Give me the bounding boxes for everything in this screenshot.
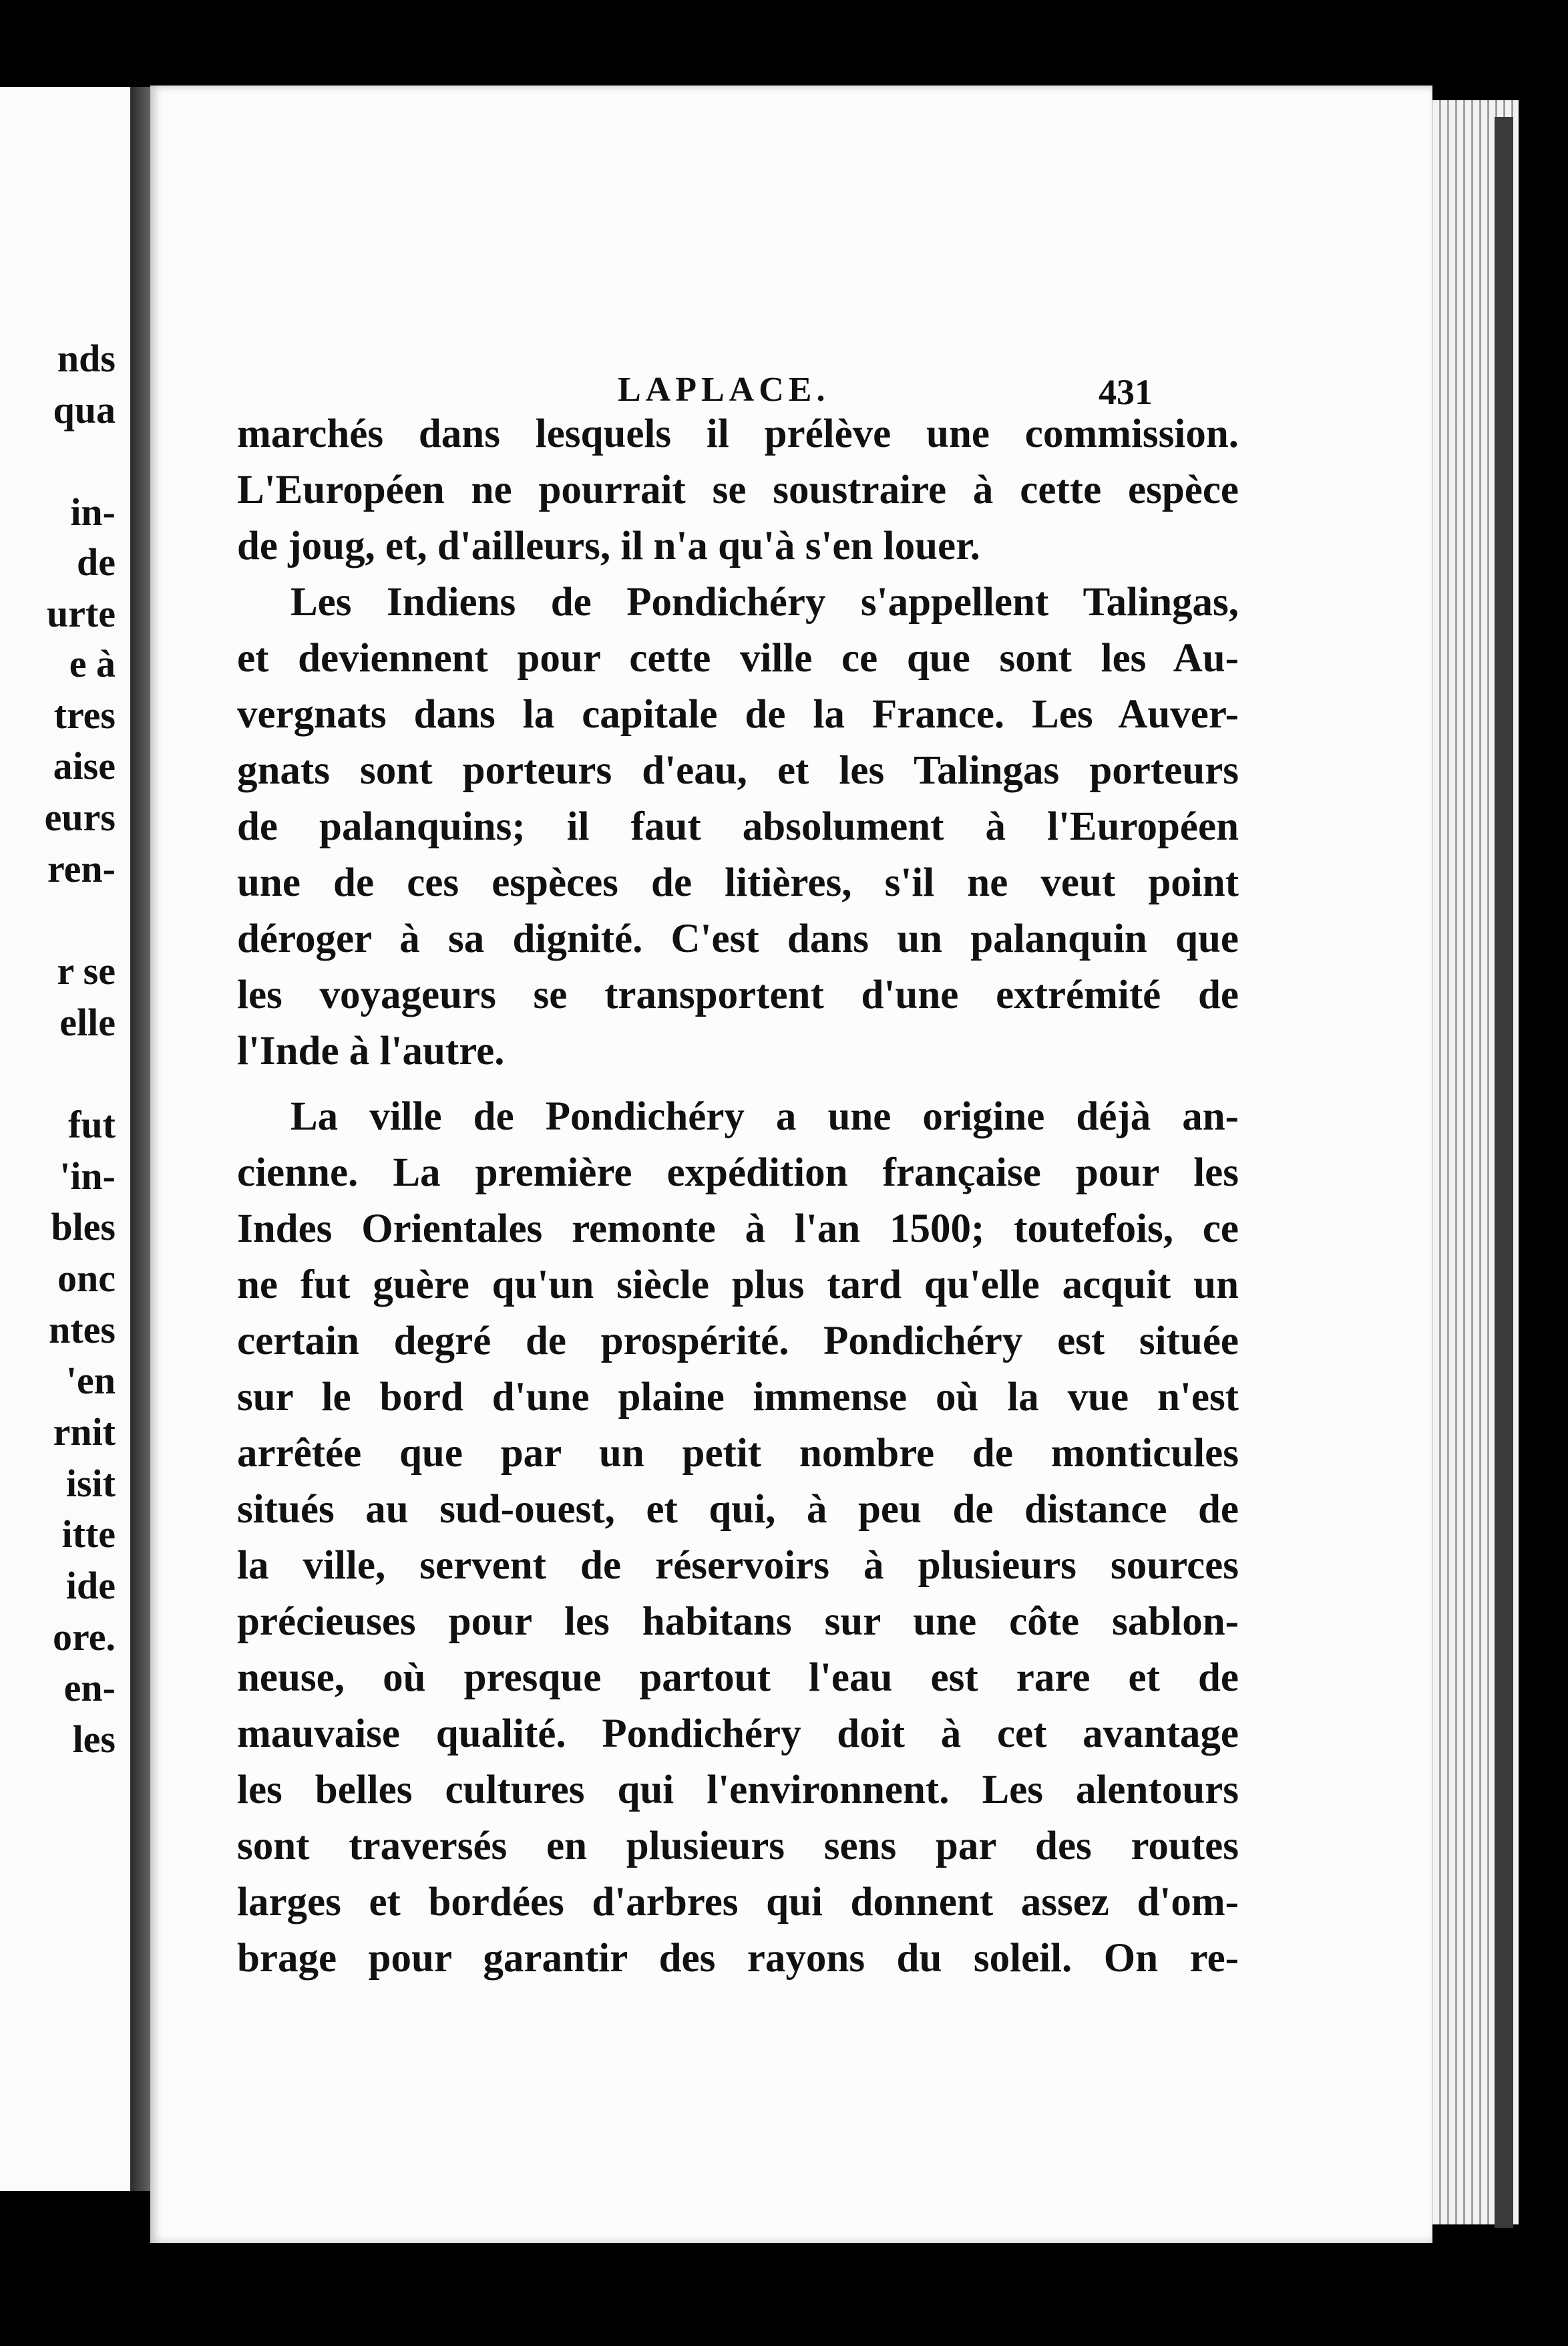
left-page-fragment: e à (69, 642, 116, 685)
left-page-fragment: onc (57, 1256, 116, 1300)
left-page-fragment: en- (63, 1666, 116, 1709)
paragraph (237, 406, 1239, 574)
left-page-fragment: ntes (49, 1308, 116, 1351)
left-page-fragment: qua (53, 388, 116, 432)
left-page-fragment: in- (70, 490, 116, 534)
text-line: Les Indiens de Pondichéry s'appellent Talingas, (290, 580, 1239, 625)
running-head-title: LAPLACE. (618, 371, 830, 409)
text-line: sur le bord d'une plaine immense où la vue n'est (237, 1375, 1239, 1419)
text-line: L'Européen ne pourrait se soustraire à cette espèce (237, 468, 1239, 512)
left-page-fragment: ren- (47, 847, 116, 890)
left-page-fragment: elle (59, 1001, 116, 1044)
text-line: brage pour garantir des rayons du soleil. On re- (237, 1936, 1239, 1981)
page-number: 431 (1099, 372, 1153, 412)
text-line: déroger à sa dignité. C'est dans un palanquin que (237, 916, 1239, 961)
left-page-fragment: les (72, 1717, 116, 1761)
left-page-fragment: itte (61, 1512, 116, 1556)
left-page-fragments (0, 87, 130, 2191)
left-page-fragment: ore. (53, 1615, 116, 1659)
paragraph (237, 574, 1239, 1079)
text-line: mauvaise qualité. Pondichéry doit à cet avantage (237, 1711, 1239, 1756)
text-line: la ville, servent de réservoirs à plusieurs sources (237, 1543, 1239, 1588)
body-text (237, 406, 1239, 1987)
cover-edge (1495, 117, 1513, 2228)
text-line: une de ces espèces de litières, s'il ne veut point (237, 860, 1239, 905)
text-line: cienne. La première expédition française pour les (237, 1150, 1239, 1195)
text-line: gnats sont porteurs d'eau, et les Talingas porteurs (237, 748, 1239, 793)
left-page-fragment: rnit (53, 1410, 116, 1454)
text-line: marchés dans lesquels il prélève une commission. (237, 411, 1239, 456)
text-line: larges et bordées d'arbres qui donnent assez d'om- (237, 1880, 1239, 1924)
text-line: l'Inde à l'autre. (237, 1029, 505, 1073)
left-page-fragment: aise (53, 744, 116, 788)
left-page-fragment: fut (68, 1103, 116, 1146)
text-line: certain degré de prospérité. Pondichéry est située (237, 1319, 1239, 1363)
text-line: arrêtée que par un petit nombre de monticules (237, 1431, 1239, 1476)
left-page-fragment: r se (57, 949, 116, 993)
left-page-fragment: eurs (44, 796, 116, 839)
text-line: ne fut guère qu'un siècle plus tard qu'elle acquit un (237, 1263, 1239, 1307)
text-line: sont traversés en plusieurs sens par des routes (237, 1824, 1239, 1868)
left-facing-page (0, 87, 130, 2191)
text-line: de joug, et, d'ailleurs, il n'a qu'à s'en louer. (237, 524, 980, 568)
left-page-fragment: nds (57, 337, 116, 380)
text-line: précieuses pour les habitans sur une côte sablon- (237, 1599, 1239, 1644)
text-line: Indes Orientales remonte à l'an 1500; toutefois, ce (237, 1206, 1239, 1251)
left-page-fragment: 'in- (59, 1154, 116, 1198)
text-line: les belles cultures qui l'environnent. Les alentours (237, 1768, 1239, 1812)
left-page-fragment: tres (53, 693, 116, 737)
text-line: La ville de Pondichéry a une origine déjà an- (290, 1094, 1239, 1139)
text-line: et deviennent pour cette ville ce que sont les Au- (237, 636, 1239, 681)
left-page-fragment: urte (46, 592, 116, 635)
left-page-fragment: 'en (65, 1359, 116, 1402)
text-line: de palanquins; il faut absolument à l'Européen (237, 804, 1239, 849)
left-page-fragment: isit (65, 1462, 116, 1505)
paragraph (237, 1089, 1239, 1987)
text-line: situés au sud-ouest, et qui, à peu de distance de (237, 1487, 1239, 1532)
main-page (150, 86, 1432, 2243)
text-line: vergnats dans la capitale de la France. Les Auver- (237, 692, 1239, 737)
left-page-fragment: ide (65, 1564, 116, 1607)
left-page-fragment: de (77, 540, 116, 584)
text-line: neuse, où presque partout l'eau est rare et de (237, 1655, 1239, 1700)
text-line: les voyageurs se transportent d'une extrémité de (237, 973, 1239, 1017)
left-page-fragment: bles (51, 1205, 116, 1248)
